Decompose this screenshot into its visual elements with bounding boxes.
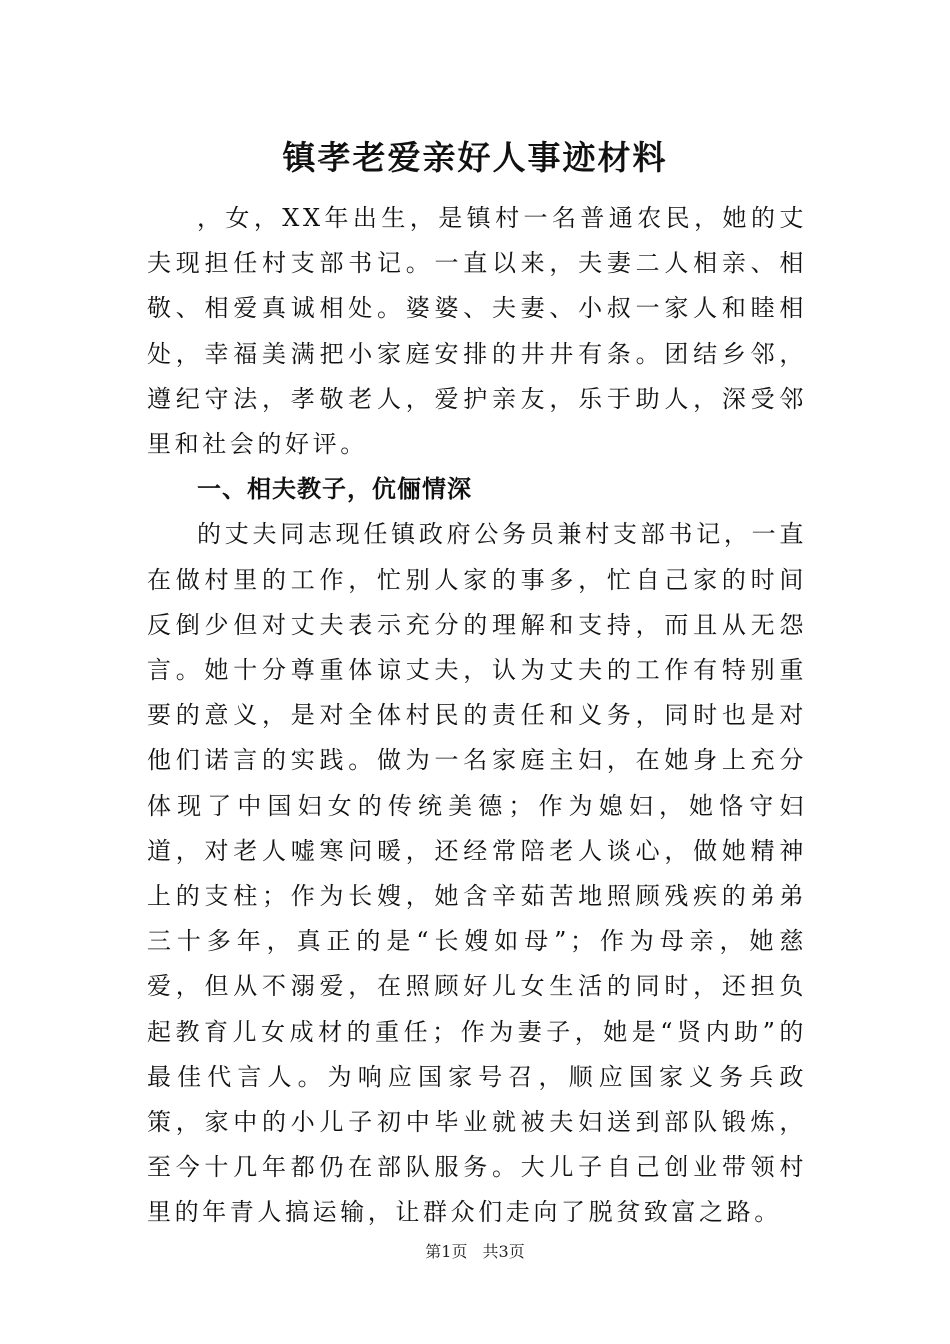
section-paragraph: 的丈夫同志现任镇政府公务员兼村支部书记，一直在做村里的工作，忙别人家的事多，忙自己家的时间反倒少但对丈夫表示充分的理解和支持，而且从无怨言。她十分尊重体谅丈夫，认为丈夫的工作有特别重要的意义，是对全体村民的责任和义务，同时也是对他们诺言的实践。做为一名家庭主妇，在她身上充分体现了中国妇女的传统美德；作为媳妇，她恪守妇道，对老人嘘寒问暖，还经常陪老人谈心，做她精神上的支柱；作为长嫂，她含辛茹苦地照顾残疾的弟弟三十多年，真正的是“长嫂如母”；作为母亲，她慈爱，但从不溺爱，在照顾好儿女生活的同时，还担负起教育儿女成材的重任；作为妻子，她是“贤内助”的最佳代言人。为响应国家号召，顺应国家义务兵政策，家中的小儿子初中毕业就被夫妇送到部队锻炼，至今十几年都仍在部队服务。大儿子自己创业带领村里的年青人搞运输，让群众们走向了脱贫致富之路。 <box>147 520 807 1227</box>
intro-paragraph: ，女，XX年出生，是镇村一名普通农民，她的丈夫现担任村支部书记。一直以来，夫妻二人相亲、相敬、相爱真诚相处。婆婆、夫妻、小叔一家人和睦相处，幸福美满把小家庭安排的井井有条。团结乡邻，遵纪守法，孝敬老人，爱护亲友，乐于助人，深受邻里和社会的好评。 <box>147 204 807 459</box>
document-title: 镇孝老爱亲好人事迹材料 <box>282 138 668 177</box>
page-number: 第1页 <box>425 1242 468 1261</box>
page-total: 共3页 <box>482 1242 525 1261</box>
page-footer <box>0 1240 950 1264</box>
document-body <box>147 196 807 1236</box>
section-heading: 一、相夫教子，伉俪情深 <box>197 475 472 504</box>
